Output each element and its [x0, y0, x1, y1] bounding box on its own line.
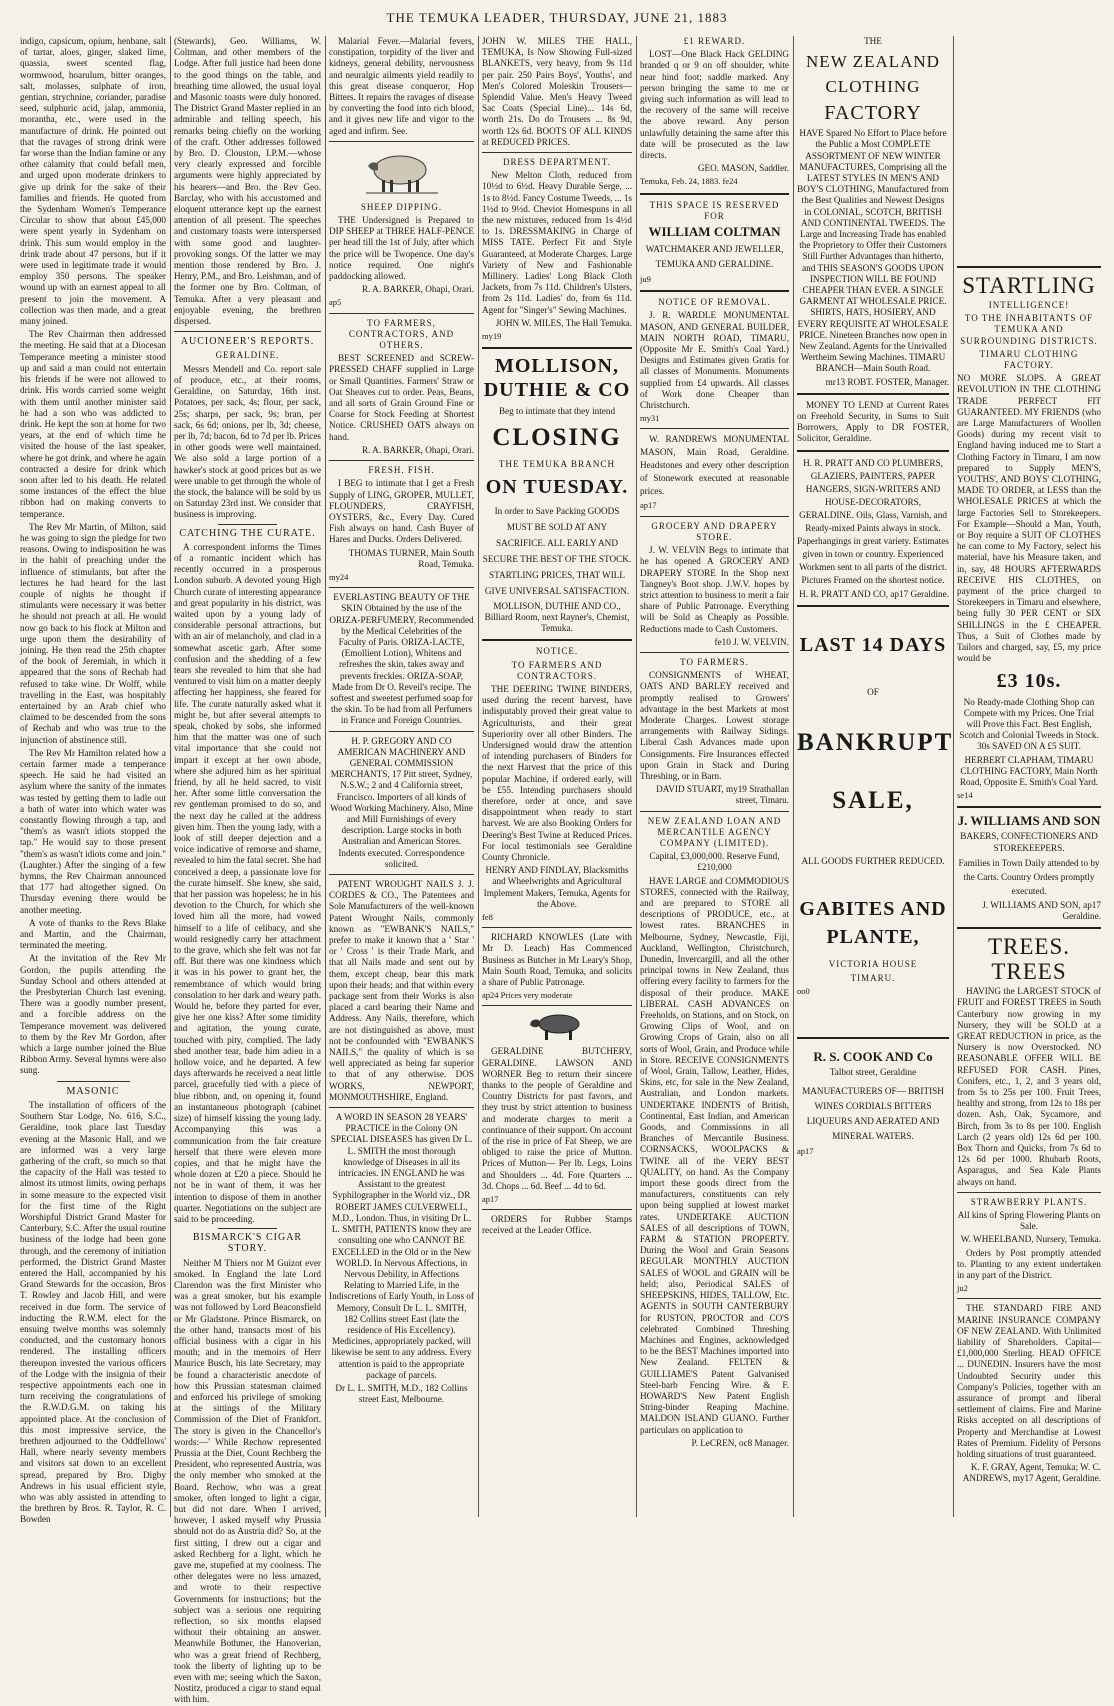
ad-line: INTELLIGENCE! — [988, 300, 1070, 310]
paragraph: Malarial Fever.—Malarial fevers, constipation, torpidity of the liver and kidneys, general debility, nervousness and neuralgic ailments yield readily to this great disease conqueror, Hop Bitters. It repairs the ravages of disease by converting the food into rich blood, and it gives new life and vigor to the aged and infirm. See. — [329, 36, 474, 136]
column-rule — [325, 36, 326, 1517]
ad-tag: my31 — [640, 413, 660, 424]
paragraph: HAVE LARGE and COMMODIOUS STORES, connected with the Railway, and are prepared to STORE all descriptions of PRODUCE, etc., at lowest rates. BRANCHES in Melbourne, Sydney, Newcastle, Fiji, Auckland, Wellington, Christchurch, Dunedin, Invercargill, and all the other principal towns in New Zealand, thus offering every facility to farmers for the disposal of their produce. MAKE LIBERAL CASH ADVANCES on Freeholds, on Stations, and on Stock, on Growing Clips of Wool, and on Growing Crops of Grain, also on all sorts of Wool, Grain, and Produce while in Store. RECEIVE CONSIGNMENTS of Wool, Grain, Tallow, Leather, Hides, Skins, etc, for sale in the New Zealand, Australian, and London markets. UNDERTAKE INDENTS of British, Continental, East Indian, and American Goods, and Commissions in all Branches of Mercantile Business. CORNSACKS, WOOLPACKS & TWINE all of the VERY BEST QUALITY, on hand. As the Company import these goods direct from the manufacturers, constituents can rely upon being supplied at lowest market rates. UNDERTAKE AUCTION SALES of all descriptions of TOWN, FARM & STATION PROPERTY. During the Wool and Grain Seasons REGULAR MONTHLY AUCTION SALES of WOOL and GRAIN will be held; also, Periodical SALES of SHEEPSKINS, HIDES, TALLOW, Etc. AGENTS in SOUTH CANTERBURY for RUSTON, PROCTOR and CO'S celebrated Combined Threshing Machines and Engines, acknowledged to be the BEST Machines imported into New Zealand. FELTEN & GUILLIAME'S Patent Galvanised Steel-barb Fencing Wire. & F. HOWARD'S New Patent English String-binder Reaping Machine. MALDON ISLAND GUANO. Further particulars on application to — [640, 875, 789, 1435]
ad-heading: TO FARMERS AND CONTRACTORS. — [511, 659, 603, 681]
signature: J. WILLIAMS AND SON, ap17 Geraldine. — [982, 899, 1101, 921]
ad-line: All kins of Spring Flowering Plants on Sale. — [957, 1210, 1101, 1232]
ad-heading: NEW ZEALAND LOAN AND MERCANTILE AGENCY COMPANY (LIMITED). — [647, 815, 782, 848]
column-rule — [170, 36, 171, 1517]
divider — [640, 290, 789, 292]
ad-tag: fe8 — [482, 911, 493, 922]
divider — [957, 1192, 1101, 1193]
ad-title: SALE, — [832, 787, 914, 815]
ad-heading: STRAWBERRY PLANTS. — [970, 1196, 1088, 1207]
divider — [957, 806, 1101, 808]
divider — [218, 524, 277, 525]
paragraph: The Rev Chairman then addressed the meeting. He said that at a Diocesan Temperance meeting a minister stood up and said a man could not entertain his friends if he were not allowed to drink. His words carried some weight with them until another minister said he had a son who was addicted to drink. He kept the son at home for two years, at the end of which time he visited the house of the last speaker, where he got drink, and where he again contracted a desire for drink which soon after led to his death. He related some instances of the effect the blue ribbon had on making converts to temperance. — [20, 329, 166, 519]
ad-line: WATCHMAKER AND JEWELLER, TEMUKA AND GERALDINE. — [645, 244, 784, 270]
divider — [329, 460, 474, 461]
ad-heading: TO FARMERS, CONTRACTORS, AND OTHERS. — [348, 317, 455, 351]
ad-title: FACTORY — [824, 102, 922, 125]
divider — [57, 1081, 130, 1082]
paragraph: Neither M Thiers nor M Guizot ever smoked. In England the late Lord Clarendon was the first Minister who was a great smoker, but his example was not followed by Lord Beaconsfield or Mr Gladstone. Prince Bismarck, on the other hand, transacts most of his official business with a cigar in his mouth; and in the memoirs of Herr Maurice Busch, his late Secretary, may be found a characteristic anecdote of how this Prussian statesman claimed and enforced his privilege of smoking at the sittings of the Military Commission of the Diet of Frankfort. The story is given in the Chancellor's words:—' While Rechow represented Prussia at the Diet, Count Rechberg the President, who represented Austria, was the only member who smoked at the Board. Rechow, who was a great smoker, often longed to light a cigar, but did not dare. When I arrived, however, I asked myself why Prussia should not do as Austria did? So, at the first sitting, I drew out a cigar and asked Rechberg for a light, which he gave me, stupefied at my coolness. The other delegates were no less amazed, and wrote to their respective Governments for instructions; but the subject was a serious one requiring reflection, so six months elapsed without their obtaining an answer. Meanwhile Bothmer, the Hanoverian, who was a great friend of Rechberg, took the liberty of lighting up to be even with me; seeing which the Saxon, Nostitz, produced a cigar to stand equal with him. — [174, 1257, 321, 1705]
ad-line: TIMARU CLOTHING FACTORY. — [979, 348, 1079, 371]
ad-tag: Temuka, Feb. 24, 1883. fe24 — [640, 176, 738, 187]
paragraph: The Rev Mr Hamilton related how a certain farmer made a temperance speech. He said he had visited an asylum where the sanity of the inmates was tested by getting them to ladle out a bath of water into which water was constantly flowing through a tap, and "them's as wasn't idiots stopped the tap." He would say to those present "them's as wasn't idiots come and join." (Laughter.) After the singing of a few hymns, the Rev Chairman announced that 177 had altogether signed. On Thursday evening there would be another meeting. — [20, 747, 166, 915]
paragraph: NO MORE SLOPS. A GREAT REVOLUTION IN THE CLOTHING TRADE PERFECT FIT GUARANTEED. MY FRIENDS (who are Large Manufacturers of Woollen Goods) during my recent visit to England having induced me to Start a Clothing Factory in Timaru, I am now prepared to Supply MEN'S, YOUTHS', AND BOYS' CLOTHING, MADE TO ORDER, at LESS than the WHOLESALE PRICES at which the large Factories Sell to Storekeepers. For Example—Should a Man, Youth, or Boy require a SUIT OF CLOTHES he can come to My Factory, select his material, have his Measure taken, and in, say, 48 HOURS AFTERWARDS RECEIVE HIS CLOTHES, on payment of the price charged to Storekeepers in Timaru and elsewhere, being fully 30 PER CENT or SIX SHILLINGS in the £ CHEAPER. Thus, a Suit of Clothes made by Tailors and charged, say, £5, my price would be — [957, 373, 1101, 664]
paragraph: In order to Save Packing GOODS MUST BE SOLD AT ANY SACRIFICE. ALL EARLY AND SECURE THE BEST OF THE STOCK. STARTLING PRICES, THAT WILL GIVE UNIVERSAL SATISFACTION. — [482, 505, 632, 596]
paragraph: MONEY TO LEND at Current Rates on Freehold Security, in Sums to Suit Borrowers, Apply to DR FOSTER, Solicitor, Geraldine. — [797, 399, 949, 444]
paragraph: A correspondent informs the Times of a romantic incident which has recently occurred in a prosperous London suburb. A devoted young High Church curate of interesting appearance and great popularity in his district, was waited upon by a young lady of considerable personal attractions, but with an air of melancholy, and clad in a somewhat ascetic garb. After some confusion and the shedding of a few tears she revealed to him that she had ventured to visit him on a matter deeply affecting her happiness, she feared for life. The curate naturally asked what it might be, but after several attempts to speak, choked by sobs, she informed him that the matter was one of such vital importance that she could not impart it except at her own abode, where she adjured him as her spiritual friend, by all he held sacred, to visit her. After some little conversation the rev gentleman promised to do so, and the next day he called at the address given him. Then the young lady, with a look of still deeper dejection and a voice indicative of remorse and shame, revealed to him the fatal secret. She had conceived a deep, a passionate love for the curate himself. She knew, she said, that her passion was hopeless; he in his devotion to the Church, for which she loved him all the more, had vowed himself to a life of celibacy, and she would resignedly carry her attachment to the grave, which she felt was not far off. But there was one kindness which it was in his power to grant her, the remembrance of which would bring consolation to her dark and weary path. Would he, before they parted for ever, give her one kiss? After some timidity and agitation, the young curate, touched with pity, complied. The lady shed another tear, bade him adieu in a hollow voice, and he departed. A few days afterwards he received a neat little parcel, gracefully tied with a piece of blue ribbon, and, on opening it, found an instantaneous photograph (cabinet size) of himself kissing the young lady. Accompanying this was a communication from the fair creature herself that there were eleven more copies, and that he might have the whole dozen at £20 a piece. Should he not be in want of them, it was her intention to dispose of them in another quarter. Negotiations on the subject are said to be proceeding. — [174, 541, 321, 1224]
ad-title: BANKRUPT — [797, 729, 954, 757]
paragraph: HAVING the LARGEST STOCK of FRUIT and FOREST TREES in South Canterbury now growing in my Nursery, they will be SOLD at a GREAT REDUCTION in price, as the Nursery is now Overstocked. NO REASONABLE OFFER WILL BE REFUSED FOR CASH. Pines, Conifers, etc., 1, 2, and 3 years old, from 5s to 25s per 100. Fruit Trees, healthy and strong, from 12s to 18s per dozen. Ash, Oak, Sycamore, and Birch, from 3s to 8s per 100. English Larch (2 years old) 12s 6d per 100. Box Thorn and Quicks, from 7s 6d to 12s 6d per 1000. Rhubarb Roots, Asparagus, and Sea Kale Plants always on hand. — [957, 986, 1101, 1187]
ad-line: Beg to intimate that they intend — [498, 406, 616, 417]
ad-title: WILLIAM COLTMAN — [648, 224, 781, 240]
signature: W. WHEELBAND, Nursery, Temuka. — [960, 1234, 1101, 1245]
paragraph: J. R. WARDLE MONUMENTAL MASON, AND GENERAL BUILDER, MAIN NORTH ROAD, TIMARU, (Opposite Mr E. Smith's Coal Yard.) Designs and Estimates given Gratis for all classes of Monuments. Monuments supplied from £4 upwards. All classes of Work done Cheaper than Christchurch. — [640, 310, 789, 411]
ad-heading: DRESS DEPARTMENT. — [503, 157, 611, 168]
ad-line: ALL GOODS FURTHER REDUCED. — [801, 856, 945, 867]
paragraph: Orders by Post promptly attended to. Planting to any extent undertaken in any part of the District. — [957, 1247, 1101, 1281]
ad-title: ON TUESDAY. — [485, 475, 629, 498]
divider — [482, 639, 632, 641]
ad-line: BAKERS, CONFECTIONERS AND STOREKEEPERS. — [960, 831, 1098, 853]
ad-tag: ap17 — [640, 500, 657, 511]
ad-tag: ap17 — [797, 1146, 814, 1157]
ad-tag: ju9 — [640, 274, 651, 285]
paragraph: J. W. VELVIN Begs to intimate that he has opened A GROCERY AND DRAPERY STORE In the Shop next Tangney's Boot shop. J.W.V. hopes by strict attention to business to merit a fair share of Public Patronage. Everything will be Sold as Cheaply as Possible. Reductions made to Cash Customers. — [640, 545, 789, 634]
price: £3 10s. — [996, 669, 1062, 692]
ad-line: Families in Town Daily attended to by the Carts. Country Orders promptly executed. — [958, 857, 1100, 896]
masthead: THE TEMUKA LEADER, THURSDAY, JUNE 21, 1883 — [386, 10, 728, 25]
ad-line: VICTORIA HOUSE — [828, 959, 918, 970]
paragraph: THE DEERING TWINE BINDERS, used during the recent harvest, have indisputably proved their great value to Agriculturists, and their great Superiority over all other Binders. The Undersigned would draw the attention of intending purchasers of Binders for the next Harvest that the price of this popular Machine, if ordered early, will be £55. Intending purchasers should therefore, order at once, and save disappointment when ready to start harvest. We are also Booking Orders for Deering's Best Twine at Reduced Prices. For local testimonials see Geraldine County Chronicle. — [482, 683, 632, 862]
ad-tag: ap17 — [482, 1194, 499, 1205]
paragraph: RICHARD KNOWLES (Late with Mr D. Leach) Has Commenced Business as Butcher in Mr Leary's Shop, Main South Road, Temuka, and solicits a share of Public Patronage. — [482, 932, 632, 987]
paragraph: New Melton Cloth, reduced from 10½d to 6½d. Heavy Durable Serge, ... 1s to 8½d. Fancy Costume Tweeds, ... 1s 1½d to 9½d. Cheviot Homespuns in all the new mixtures, reduced from 1s 4½d to 1s. DRESSMAKING in Charge of MISS TATE. Perfect Fit and Style Guaranteed, at Moderate Charges. Large Variety of New and Fashionable Millinery. Ladies' Long Black Cloth Jackets, from 7s 11d. Children's Ulsters, from 2s 11d. Ladies' do, from 6s 11d. Agent for "Singer's" Sewing Machines. — [482, 170, 633, 315]
spacer — [957, 36, 1101, 261]
paragraph: (Stewards), Geo. Williams, W. Coltman, and other members of the Lodge. After full justice had been done to the good things on the table, and breathing time allowed, the usual loyal and Masonic toasts were duly honored. The District Grand Master replied in an admirable and telling speech, his remarks being chiefly on the working of the craft. Other addresses followed by Bro. D. Clouston, I.P.M.—whose very clearly expressed and forcible arguments were highly appreciated by his hearers—and Bro. the Rev Geo. Barclay, who with his accustomed and eloquent utterance kept up the earnest attention of all present. The speeches and customary toasts were interspersed with some good and laughter-provoking songs. Of the latter we may mention those rendered by Bro. J. Henry, P.M., and Bro. Leishman, and of the former one by Bro. Coltman, of Temuka. After a very pleasant and enjoyable evening, the brethren dispersed. — [174, 36, 321, 327]
signature: P. LeCREN, oc8 Manager. — [691, 1437, 789, 1448]
ad-heading: FRESH. FISH. — [368, 465, 435, 476]
divider — [797, 605, 949, 607]
paragraph: The installation of officers of the Southern Star Lodge, No. 616, S.C., Geraldine, took place last Tuesday evening at the Masonic Hall, and we are informed was a very large gathering of the craft, so much so that the capacity of the Hall was tested to almost its utmost limits, owing perhaps in some measure to the expected visit for the first time of the Right Worshipful District Grand Master for Canterbury, S.C. After the usual routine business of the lodge had been gone through, and the ceremony of initiation performed, the District Grand Master entered the Hall, accompanied by his Grand Stewards for the occasion, Bros T. Rowley and Jacob Hill, and were received in due form. The service of inducting the R.W.M. elect for the ensuing twelve months was solemnly conducted, and the customary honors rendered. The installing officers thereupon invested the various officers of the Lodge with the insignia of their respective appointments each one in turn receiving the congratulations of the R.W.D.G.M. on taking his appointed place. At the conclusion of this most impressive service, the brethren adjourned to the Oddfellows' Hall, where nearly seventy members and visitors sat down to an excellent spread, prepared by Bro. Digby Andrews in his usual efficient style, who was ably assisted in attending to the brethren by Bros. R. Taylor, R. C. Bowden — [20, 1099, 166, 1525]
ad-tag: my24 — [329, 571, 349, 582]
ad-line: THE — [864, 36, 882, 46]
ad-title: PLANTE, — [826, 926, 920, 949]
ad-line: Capital, £3,000,000. Reserve Fund, £210,000 — [649, 851, 780, 873]
divider — [640, 193, 789, 195]
paragraph: GERALDINE BUTCHERY, GERALDINE. LAWSON AND WORNER Beg to return their sincere thanks to the people of Geraldine and Country Districts for past favors, and they trust by strict attention to business and moderate charges to merit a continuance of their support. On account of the rise in price of Fat Sheep, we are obliged to raise the price of Mutton. Prices of Mutton— Per lb. Legs, Loins and Shoulders ... 4d. Fore Quarters ... 3d. Chops ... 6d. Beef ... 4d to 6d. — [482, 1046, 633, 1191]
section-heading: AUCIONEER'S REPORTS. — [180, 336, 315, 348]
caption: SHEEP DIPPING. — [360, 201, 443, 212]
paragraph: At the invitation of the Rev Mr Gordon, the pupils attending the Sunday School and others attended at the Presbyterian Church last evening. There was a goodly number present, and a forcible address on the Temperance movement was delivered to them by the Rev Mr Gordon, after which a large number joined the Blue Ribbon Army. Several hymns were also sung. — [20, 953, 166, 1076]
ad-line: OF — [867, 686, 879, 697]
signature: HENRY AND FINDLAY, Blacksmiths and Wheelwrights and Agricultural Implement Makers, Temuka, Agents for the Above. — [483, 865, 631, 909]
section-heading: CATCHING THE CURATE. — [179, 527, 316, 539]
column-1 — [20, 36, 166, 1525]
ad-title: LAST 14 DAYS — [799, 633, 947, 656]
ad-title: STARTLING — [962, 273, 1096, 298]
signature: JOHN W. MILES, The Hall Temuka. — [495, 317, 632, 328]
divider — [797, 1037, 949, 1039]
ad-title: TREES. TREES — [987, 934, 1071, 985]
paragraph: A WORD IN SEASON 28 YEARS' PRACTICE in the Colony ON SPECIAL DISEASES has given Dr L. L. SMITH the most thorough knowledge of Diseases in all its intricacies. IN ENGLAND he was Assistant to the greatest Syphilographer in the World viz., DR ROBERT JAMES CULVERWELL, M.D., London. Thus, in visiting Dr L. L. SMITH, PATIENTS know they are consulting one who CANNOT BE EXCELLED in the Old or in the New WORLD. In Nervous Affections, in Nervous Debility, in Affections Relating to Married Life, in the Indiscretions of Early Youth, in Loss of Memory, Consult Dr L. L. SMITH, 182 Collins street East (late the residence of His Excellency). Medicines, appropriately packed, will likewise be sent to any address. Every attention is paid to the appropriate package of parcels. — [329, 1112, 474, 1380]
ad-line: Talbot street, Geraldine — [829, 1066, 917, 1077]
divider — [640, 652, 789, 653]
paragraph: A vote of thanks to the Revs Blake and Martin, and the Chairman, terminated the meeting. — [20, 917, 166, 951]
ad-heading: NOTICE OF REMOVAL. — [658, 297, 771, 308]
paragraph: H. R. PRATT AND CO PLUMBERS, GLAZIERS, PAINTERS, PAPER HANGERS, SIGN-WRITERS AND HOUSE-DECORATORS, GERALDINE. Oils, Glass, Varnish, and Ready-mixed Paints always in stock. Paperhangings in great variety. Estimates given in town or country. Experienced Workmen sent to all parts of the district. Pictures Framed on the shortest notice. — [797, 457, 949, 585]
column-6 — [797, 36, 954, 1519]
ad-heading: £1 REWARD. — [683, 36, 746, 46]
bull-illustration — [527, 1010, 587, 1042]
paragraph: CONSIGNMENTS of WHEAT, OATS AND BARLEY received and promptly realised to Growers' advantage in the best Markets at most Moderate Charges. Lowest storage arrangements with Railway Sidings. Liberal Cash Advances made upon Consignments. Fire Insurances effected upon Grain in Stack and During Threshing, or in Barn. — [640, 670, 789, 781]
paragraph: THE Undersigned is Prepared to DIP SHEEP at THREE HALF-PENCE per head till the 1st of July, after which the price will be Twopence. One day's notice required. One night's paddocking allowed. — [329, 215, 474, 282]
sheep-illustration — [362, 146, 442, 198]
ad-title: R. S. COOK AND Co — [813, 1048, 933, 1064]
ad-tag: ju2 — [957, 1283, 968, 1294]
divider — [797, 450, 949, 452]
paragraph: I BEG to intimate that I get a Fresh Supply of LING, GROPER, MULLET, FLOUNDERS, CRAYFISH, OYSTERS, &c., Every Day. Cured Fish always on hand. Cash Buyer of Hares and Ducks. Orders Delivered. — [329, 478, 474, 545]
signature: fe10 J. W. VELVIN. — [714, 636, 789, 647]
column-2 — [174, 36, 321, 1705]
ad-tag: ap24 Prices very moderate — [482, 990, 573, 1001]
paragraph: No Ready-made Clothing Shop can Compete with my Prices. One Trial will Prove this Fact. Best English, Scotch and Colonial Tweeds in Stock. 30s SAVED ON A £5 SUIT. — [959, 696, 1099, 752]
column-4 — [482, 36, 632, 1519]
divider — [640, 811, 789, 812]
paragraph: H. P. GREGORY AND CO AMERICAN MACHINERY AND GENERAL COMMISSION MERCHANTS, 17 Pitt street, Sydney, N.S.W.; 2 and 4 California street, Francisco. Importers of all kinds of Wood Working Machinery. Also, Mine and Mill Furnishings of every description. Large stocks in both Australian and American Stores. Indents executed. Correspondence solicited. — [330, 735, 473, 869]
signature: R. A. BARKER, Ohapi, Orari. — [361, 284, 474, 295]
paragraph: JOHN W. MILES THE HALL, TEMUKA, Is Now Showing Full-sized BLANKETS, very heavy, from 9s 11d per pair. 250 Pairs Boys', Youths', and Men's Colored Moleskin Trousers—Splendid Value. Men's Heavy Tweed Sac Coats (Special Line)... 14s 6d, worth 21s. Do do Trousers ... 8s 9d, worth 12s 6d. BOOTS OF ALL KINDS at REDUCED PRICES. — [482, 36, 632, 147]
signature: GEO. MASON, Saddler. — [697, 163, 789, 174]
divider — [957, 1298, 1101, 1299]
signature: R. A. BARKER, Ohapi, Orari. — [361, 444, 474, 455]
paragraph: EVERLASTING BEAUTY OF THE SKIN Obtained by the use of the ORIZA-PERFUMERY, Recommended by the Medical Celebrities of the Faculty of Paris. ORIZA-LACTE, (Emollient Lotion), Whitens and refreshes the skin, takes away and prevents freckles. ORIZA-SOAP, Made from Dr O. Reveil's recipe. The softest and sweetest perfumed soap for the skin. To be had from all Perfumers in France and Foreign Countries. — [329, 592, 474, 726]
column-rule — [478, 36, 479, 1517]
ad-line: THIS SPACE IS RESERVED FOR — [649, 199, 780, 221]
signature: K. F. GRAY, Agent, Temuka; W. C. ANDREWS, my17 Agent, Geraldine. — [962, 1462, 1101, 1484]
paragraph: BEST SCREENED and SCREW-PRESSED CHAFF supplied in Large or Small Quantities. Farmers' Straw or Oat Sheaves cut to order. Peas, Beans, and all sorts of Grain Ground Fine or Coarse for Stock Feeding at Shortest Notice. CRUSHED OATS always on hand. — [329, 353, 474, 442]
divider — [329, 141, 474, 142]
ad-line: TO THE INHABITANTS OF TEMUKA AND SURROUNDING DISTRICTS. — [960, 313, 1098, 346]
signature: Dr L. L. SMITH, M.D., 182 Collins street East, Melbourne. — [335, 1382, 468, 1405]
paragraph: indigo, capsicum, opium, henbane, salt of tartar, aloes, ginger, slaked lime, quassia, sweet scented flag, wormwood, hoarulum, bitter oranges, salt, molasses, sulphate of iron, gentian, strychnine, coriander, paradise seed, sulphuric acid, jalap, ammonia, morantha, etc., were used in the manufacture of drink. He pointed out that the ravages of strong drink were far worse than the Indian famine or any other calamity that could befall men, and urged upon moderate drinkers to give up drink for the sake of their families and friends. He quoted from the Sydenham Women's Temperance Circular to show that about £45,000 were spent yearly in Sydenham on drink. This sum would employ in the drink trade about 47 persons, but if it were used in legitimate trade it would employ 350 persons. The speaker wound up with an earnest appeal to all present to join the movement. A collection was then made, and a great many joined. — [20, 36, 166, 327]
column-rule — [953, 36, 954, 1517]
section-heading: MASONIC — [66, 1085, 120, 1097]
divider — [482, 347, 632, 349]
section-heading: BISMARCK'S CIGAR STORY. — [192, 1232, 303, 1255]
signature: H. R. PRATT AND CO, ap17 Geraldine. — [799, 588, 949, 599]
paragraph: W. RANDREWS MONUMENTAL MASON, Main Road, Geraldine. Headstones and every other description of Stonework executed at reasonable prices. — [640, 434, 789, 497]
divider — [329, 731, 474, 732]
ad-line: MANUFACTURERS OF— BRITISH WINES CORDIALS BITTERS LIQUEURS AND AERATED AND MINERAL WATERS. — [802, 1086, 944, 1142]
column-7 — [957, 36, 1101, 1519]
ad-title: NEW ZEALAND CLOTHING — [806, 52, 940, 97]
ad-title: CLOSING — [492, 424, 622, 452]
signature: DAVID STUART, my19 Strathallan street, Timaru. — [656, 784, 789, 806]
signature: mr13 ROBT. FOSTER, Manager. — [825, 376, 949, 387]
paragraph: LOST—One Black Hack GELDING branded q or 9 on off shoulder, white near hind foot; saddle marked. Any person bringing the same to me or giving such information as will lead to the recovery of the same will receive the above reward. Any person unlawfully detaining the same after this date will be prosecuted as the law directs. — [640, 49, 789, 161]
ad-title: J. WILLIAMS AND SON — [957, 813, 1101, 829]
paragraph: ORDERS for Rubber Stamps received at the Leader Office. — [482, 1214, 632, 1236]
ad-heading: NOTICE. — [535, 646, 579, 657]
column-rule — [793, 36, 794, 1517]
signature: THOMAS TURNER, Main South Road, Temuka. — [348, 547, 474, 569]
divider — [482, 1209, 632, 1210]
divider — [174, 331, 321, 332]
ad-tag: se14 — [957, 790, 973, 801]
ad-tag: my19 — [482, 331, 502, 342]
paragraph: The Rev Mr Martin, of Milton, said he was going to sign the pledge for two reasons. Owing to indisposition he was in the habit of preaching under the influence of stimulants, but after the lectures he had heard for the last couple of nights he thought if stimulants were necessary it was better he should not preach at all. He would now go back to his flock at Milton and urge upon them the desirability of joining. He then read the 25th chapter of the book of Jeremiah, in which it appeared that the sons of Rechab had refused to take wine. Dr Wolff, while travelling in the East, was hospitably entertained by an Arab chief who claimed to be descended from the sons of Rechab and who was true to the injunction of abstinence still. — [20, 521, 166, 745]
subheading: GERALDINE. — [215, 350, 280, 361]
ad-title: MOLLISON, DUTHIE & CO — [483, 355, 631, 402]
divider — [640, 516, 789, 517]
signature: HERBERT CLAPHAM, TIMARU CLOTHING FACTORY, Main North Road, Opposite E. Smith's Coal Yard. — [959, 754, 1099, 787]
divider — [482, 1005, 632, 1006]
divider — [218, 1228, 277, 1229]
ad-heading: GROCERY AND DRAPERY STORE. — [651, 520, 778, 542]
column-rule — [636, 36, 637, 1517]
divider — [957, 266, 1101, 268]
ad-heading: TO FARMERS. — [680, 656, 749, 667]
column-3 — [329, 36, 474, 1519]
paragraph: Messrs Mendell and Co. report sale of produce, etc., at their rooms, Geraldine, on Saturday, 16th inst. Potatoes, per sack, 4s; flour, per sack, 25s; sharps, per sack, 9s; bran, per sack, 6s 6d; onions, per lb, 3d; cheese, per lb, 7d; bacon, 6d to 7d per lb. Prices in other goods were well maintained. We also sold a large portion of a hawker's stock at good prices but as we were unable to get through the whole of the stock, the balance will be sold by us on Saturday 23rd inst. We consider that business is improving. — [174, 363, 321, 520]
divider — [957, 927, 1101, 929]
signature: MOLLISON, DUTHIE AND CO., Billiard Room, next Rayner's, Chemist, Temuka. — [484, 600, 630, 634]
paragraph: HAVE Spared No Effort to Place before the Public a Most COMPLETE ASSORTMENT OF NEW WINTER MANUFACTURES, Comprising all the LATEST STYLES IN MEN'S AND BOY'S CLOTHING, Manufactured from the Best Qualities and Newest Designs in COLONIAL, SCOTCH, BRITISH AND CONTINENTAL TWEEDS. The Large and Increasing Trade has enabled the Proprietory to Offer their Customers Still Further Advantages than hitherto, and THIS SEASON'S GOODS UPON INSPECTION WILL BE FOUND CHEAPER THAN EVER. A SINGLE GARMENT AT WHOLESALE PRICE. SHIRTS, HATS, HOSIERY, AND EVERY REQUISITE AT WHOLESALE PRICE. Nineteen Branches now open in New Zealand. Agents for the Unrivalled Wertheim Sewing Machines. TIMARU BRANCH—Main South Road. — [797, 128, 949, 374]
ad-tag: ap5 — [329, 297, 342, 308]
divider — [482, 927, 632, 928]
ad-tag: oo0 — [797, 985, 810, 996]
paragraph: PATENT WROUGHT NAILS J. J. CORDES & CO., The Patentees and Sole Manufacturers of the well-known Patent Wrought Nails, commonly known as "EWBANK'S NAILS," prefer to make it known that a ' Star ' or ' Cross ' is their Trade Mark, and that all Nails made and sent out by them, except cheap, bear this mark upon their heads; and that within every package sent from their Works is also placed a card bearing their Name and Address. Any Nails, therefore, which are not distinguished as above, must not be confounded with "EWBANK'S NAILS," the quality of which is so well appreciated as being far superior to that of any otherwise. DOS WORKS, NEWPORT, MONMOUTHSHIRE, England. — [329, 879, 474, 1102]
divider — [329, 1107, 474, 1108]
divider — [329, 874, 474, 875]
ad-title: GABITES AND — [799, 898, 947, 921]
divider — [482, 152, 632, 153]
column-5 — [640, 36, 789, 1519]
divider — [329, 313, 474, 314]
divider — [329, 587, 474, 588]
paragraph: THE STANDARD FIRE AND MARINE INSURANCE COMPANY OF NEW ZEALAND. With Unlimited liability of Shareholders. Capital—£1,000,000 Sterling. HEAD OFFICE ... DUNEDIN. Insurers have the most Undoubted Security under this Company's Policies, together with an assurance of prompt and liberal settlement of claims. Fire and Marine Risks accepted on all descriptions of Property and Merchandise at Lowest Rates of Premium. Fidelity of Persons holding situations of trust guaranteed. — [957, 1303, 1101, 1460]
divider — [797, 393, 949, 395]
divider — [640, 428, 789, 429]
ad-line: TIMARU. — [850, 972, 896, 983]
ad-line: THE TEMUKA BRANCH — [498, 459, 616, 470]
